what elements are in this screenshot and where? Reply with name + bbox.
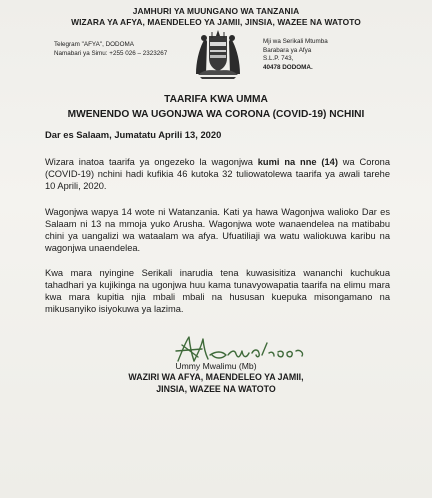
paragraph-3: Kwa mara nyingine Serikali inarudia tena kuwasisitiza wananchi kuchukua tahadhari ya kujikinga na ugonjwa huu kama tunavyowapatia taarifa na elimu mara kwa mara kupitia njia mbali mbali na hususan kuepuka misongamano na mikusanyiko isiyokuwa ya lazima.	[45, 268, 390, 315]
signer-title-line: JINSIA, WAZEE NA WATOTO	[156, 384, 276, 394]
paragraph-emphasis: kumi na nne (14)	[257, 157, 338, 167]
paragraph-2: Wagonjwa wapya 14 wote ni Watanzania. Kati ya hawa Wagonjwa walioko Dar es Salaam ni 13 na mmoja yuko Arusha. Wagonjwa wote wanaendelea na matibabu chini ya uangalizi wa wataalam wa afya. Ufuatiliaji wa watu waliokuwa karibu na wagonjwa unaendelea.	[45, 207, 390, 254]
telegram-address: Telegram "AFYA", DODOMA	[54, 41, 134, 48]
signer-title	[0, 371, 432, 395]
signer-title-line: WAZIRI WA AFYA, MAENDELEO YA JAMII,	[128, 372, 304, 382]
phone-number: Namabari ya Simu: +255 026 – 2323267	[54, 50, 168, 57]
paragraph-1	[45, 156, 390, 192]
address-line: S.L.P. 743,	[263, 55, 294, 63]
contact-right	[263, 38, 328, 72]
ministry-name: WIZARA YA AFYA, MAENDELEO YA JAMII, JINSIA, WAZEE NA WATOTO	[71, 17, 361, 27]
republic-name: JAMHURI YA MUUNGANO WA TANZANIA	[132, 6, 300, 16]
paragraph-text: Wizara inatoa taarifa ya ongezeko la wagonjwa	[45, 157, 258, 167]
document-subtitle: MWENENDO WA UGONJWA WA CORONA (COVID-19) NCHINI	[67, 109, 365, 120]
address-line: Mji wa Serikali Mtumba	[263, 38, 328, 45]
contact-left	[54, 40, 167, 58]
paragraph-text: wa Corona (COVID-19) nchini hadi kufikia 46 kutoka 32 tuliowatolewa taarifa ya awali tarehe 10 Aprili, 2020.	[45, 157, 390, 192]
document-title: TAARIFA KWA UMMA	[164, 94, 268, 105]
dateline: Dar es Salaam, Jumatatu Aprili 13, 2020	[45, 129, 222, 140]
government-header	[0, 6, 432, 28]
address-line: Barabara ya Afya	[263, 46, 312, 54]
address-line: 40478 DODOMA.	[263, 63, 313, 71]
tanzania-coat-of-arms-icon	[190, 28, 246, 80]
signer-name: Ummy Mwalimu (Mb)	[175, 361, 257, 371]
